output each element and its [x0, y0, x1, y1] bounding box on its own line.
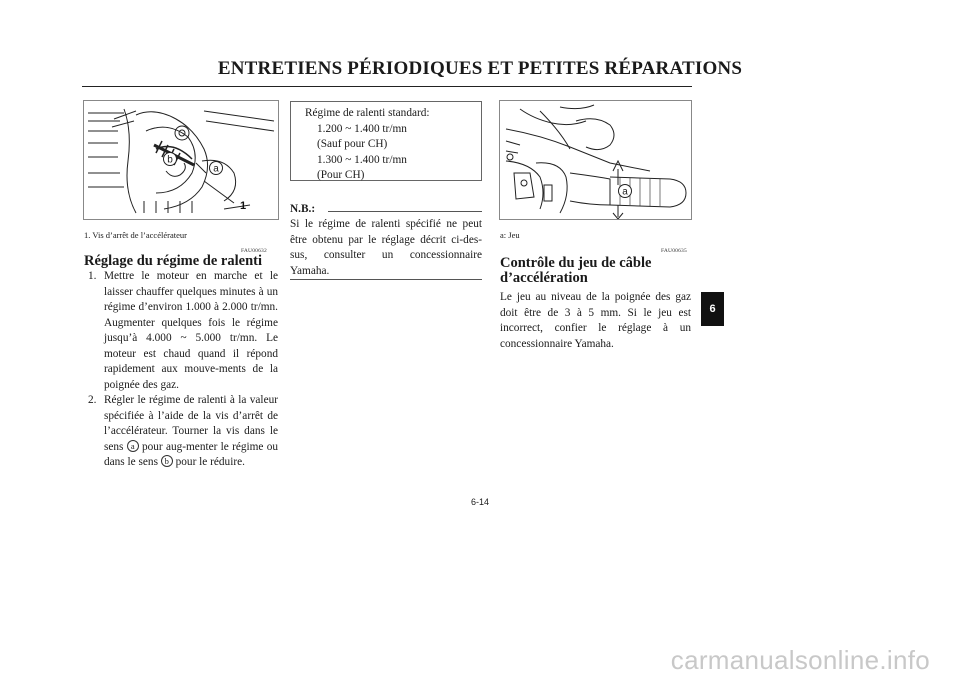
- section-idle-code: FAU00632: [241, 248, 267, 254]
- callout-a-label: a: [213, 163, 219, 175]
- step-number: 2.: [88, 394, 97, 406]
- section-cable-code: FAU00635: [661, 248, 687, 254]
- step-text: Mettre le moteur en marche et le laisser chauffer quelques minutes à un régime d’environ 1.000 à 2.000 tr/mn. Augmenter quelques fois le régime jusqu’à 4.000 ~ 5.000 tr/mn. Le moteur est chaud quand il répond rapidement aux mouve-ments de la poignée des gaz.: [104, 270, 278, 391]
- chapter-tab: 6: [701, 292, 724, 326]
- direction-b-mark: b: [161, 455, 173, 467]
- throttle-stop-screw-drawing: [84, 101, 278, 219]
- header-rule: [82, 86, 692, 87]
- page-header: ENTRETIENS PÉRIODIQUES ET PETITES RÉPARATIONS: [217, 58, 743, 79]
- spec-line: (Sauf pour CH): [317, 138, 388, 150]
- figure-left-caption: 1. Vis d’arrêt de l’accélérateur: [84, 230, 187, 240]
- throttle-grip-drawing: [500, 101, 691, 219]
- title-line: Contrôle du jeu de câble: [500, 255, 652, 271]
- throttle-grip-illustration: [499, 100, 692, 220]
- step-text: Régler le régime de ralenti à la valeur spécifiée à l’aide de la vis d’arrêt de l’accélérateur. Tourner la vis dans le sens: [104, 394, 278, 453]
- callout-b-label: b: [167, 154, 173, 166]
- note-rule: [328, 211, 482, 212]
- note-text: Si le régime de ralenti spécifié ne peut être obtenu par le réglage décrit ci-des-sus, consulter un concessionnaire Yamaha.: [290, 218, 482, 277]
- spec-line: (Pour CH): [317, 169, 365, 181]
- note-bottom-rule: [290, 279, 482, 280]
- callout-1-label: 1: [240, 200, 247, 212]
- spec-line: 1.200 ~ 1.400 tr/mn: [317, 122, 407, 135]
- direction-a-mark: a: [127, 440, 139, 452]
- watermark: carmanualsonline.info: [670, 645, 930, 675]
- idle-step-2: [84, 393, 278, 471]
- step-number: 1.: [88, 270, 97, 282]
- idle-step-1: [84, 269, 278, 393]
- figure-right-caption: a: Jeu: [500, 230, 520, 240]
- title-line: d’accélération: [500, 270, 588, 286]
- spec-label: Régime de ralenti standard:: [305, 107, 430, 119]
- step-text: pour le réduire.: [172, 456, 245, 468]
- spec-line: 1.300 ~ 1.400 tr/mn: [317, 153, 407, 166]
- step-text: pour aug-menter le régime ou dans le sens: [104, 440, 278, 468]
- page-number: 6-14: [470, 497, 489, 507]
- section-cable-title: [500, 256, 651, 286]
- section-cable-text: Le jeu au niveau de la poignée des gaz doit être de 3 à 5 mm. Si le jeu est incorrect, confier le réglage à un concessionnaire Yamaha.: [500, 291, 691, 350]
- idle-speed-spec-box: [290, 101, 482, 181]
- section-idle-title: Réglage du régime de ralenti: [84, 253, 262, 269]
- note-title: N.B.:: [290, 203, 316, 215]
- idle-steps-list: [84, 269, 278, 471]
- throttle-stop-screw-illustration: [83, 100, 279, 220]
- callout-a-label: a: [622, 186, 628, 198]
